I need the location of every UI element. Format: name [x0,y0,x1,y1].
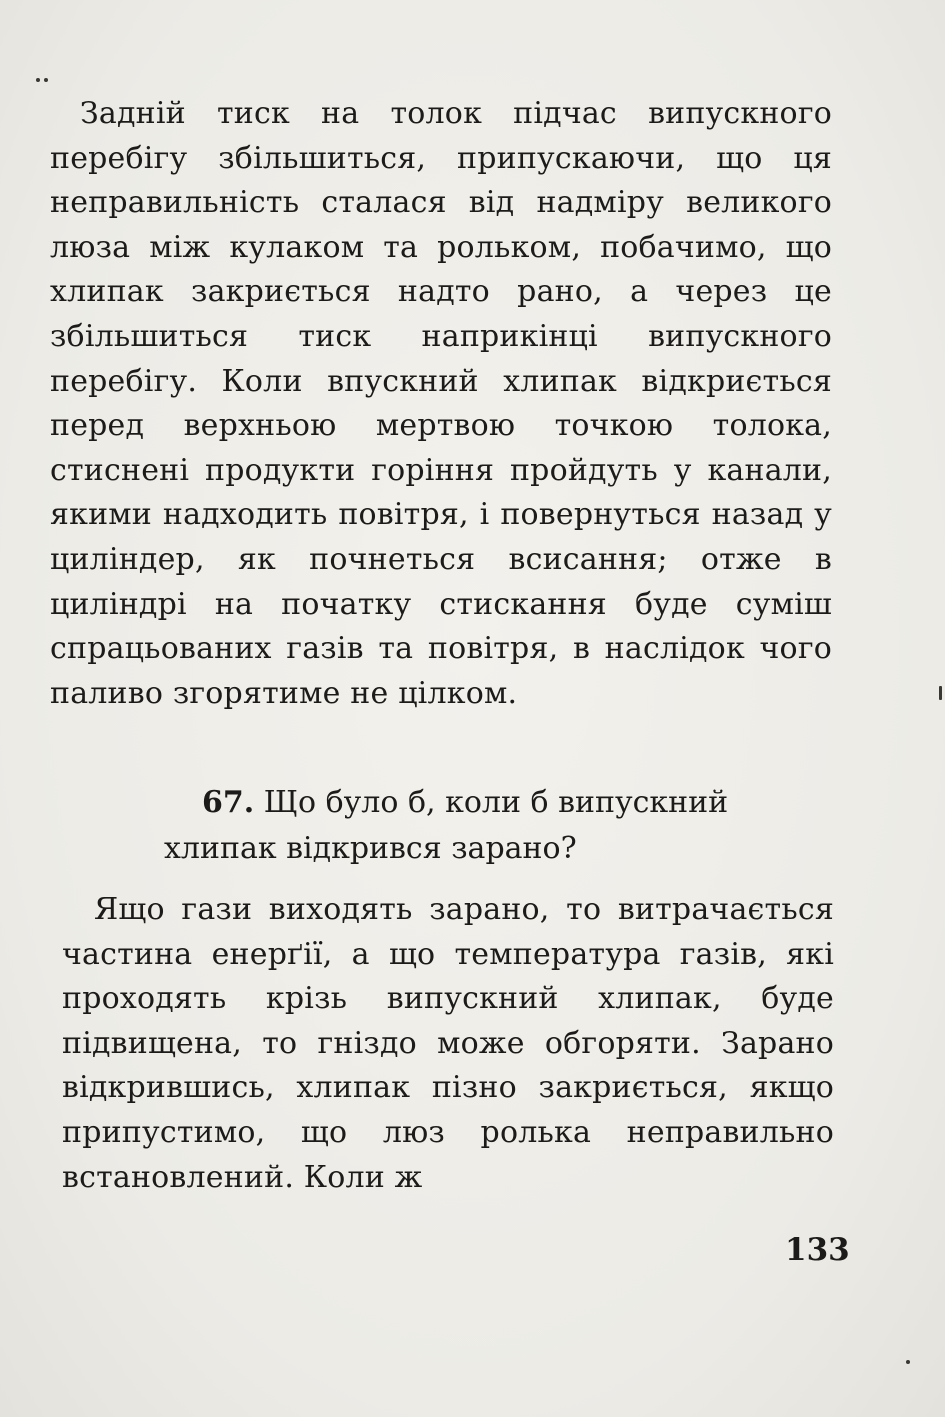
page-number: 133 [785,1232,850,1268]
print-speck [36,78,40,82]
question-number: 67. [202,785,255,820]
question-heading [164,780,834,872]
print-speck [44,78,48,82]
paragraph-text: Ящо гази виходять зарано, то витрачається частина енерґії, а що температура газів, які проходять крізь випускний хлипак, буде підвищена, то гніздо може обгоряти. Зарано відкрившись, хлипак пізно закриється, якщо припустимо, що люз ролька неправильно встановлений. Коли ж [62,892,834,1195]
body-paragraph-1 [50,92,832,716]
question-text: Що було б, коли б випускний хлипак відкрився зарано? [164,785,729,866]
print-speck [906,1360,910,1364]
print-speck [939,686,942,700]
body-paragraph-2 [62,888,834,1200]
paragraph-text: Задній тиск на толок підчас випускного перебігу збільшиться, припускаючи, що ця неправильність сталася від надміру великого люза між кулаком та рольком, побачимо, що хлипак закриється надто рано, а через це збільшиться тиск наприкінці випускного перебігу. Коли впускний хлипак відкриється перед верхньою мертвою точкою толока, стиснені продукти горіння пройдуть у канали, якими надходить повітря, і повернуться назад у циліндер, як почнеться всисання; отже в циліндрі на початку стискання буде суміш спрацьованих газів та повітря, в наслідок чого паливо згорятиме не цілком. [50,96,832,711]
